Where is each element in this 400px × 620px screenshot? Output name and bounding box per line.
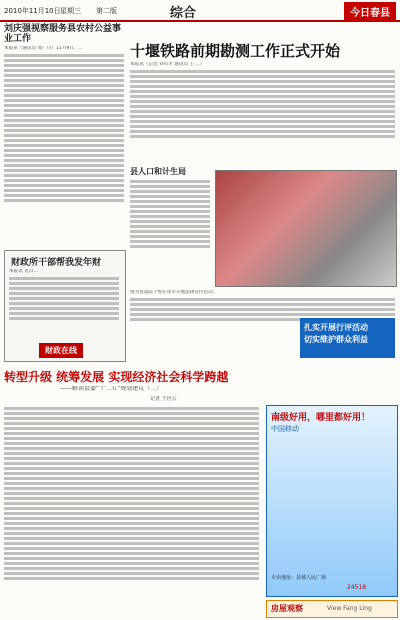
main-caption: 图为县法院干警在集市开展法律宣传活动。 xyxy=(130,290,218,295)
slogan-banner xyxy=(300,318,395,358)
header-page-no: 第二版 xyxy=(96,7,117,15)
left-box-badge: 财政在线 xyxy=(39,343,83,358)
main-lead: 本报讯（记者 刘有才 通讯员 王 ...） xyxy=(130,62,205,67)
sub-body xyxy=(130,178,210,288)
ad-brand: 中国移动 xyxy=(271,425,299,433)
left-top-caption: 本报讯（通讯员 周广川）11月9日，... xyxy=(4,46,83,51)
bottom-subtitle: ——解读县委“十二五”规划建议（二） xyxy=(60,386,163,392)
main-body xyxy=(130,62,395,162)
left-box-body xyxy=(9,269,119,339)
ad-block xyxy=(266,405,398,597)
footer-logo-block xyxy=(266,600,398,618)
ad-note: 专卖地址：县城人民广场 xyxy=(271,575,327,581)
slogan-1: 扎实开展行评活动 xyxy=(304,323,368,332)
left-top-body xyxy=(4,46,124,246)
bottom-author: 记者 王世云 xyxy=(150,396,177,402)
left-box-title: 财政所干部帮我发年财 xyxy=(11,258,102,268)
paper-logo: 今日春县 xyxy=(344,2,396,21)
left-box xyxy=(4,250,126,362)
ad-title: 南级好用，哪里都好用！ xyxy=(271,413,371,423)
left-top-title: 刘庆强视察服务县农村公益事业工作 xyxy=(4,24,122,44)
slogan-2: 切实维护群众利益 xyxy=(304,335,368,344)
header-weekday: 星期三 xyxy=(60,7,81,15)
bottom-body xyxy=(4,405,259,615)
section-title: 综合 xyxy=(170,6,197,21)
bottom-title: 转型升级 统筹发展 实现经济社会科学跨越 xyxy=(4,370,229,384)
header xyxy=(0,0,400,22)
left-box-caption: 本报讯 近日… xyxy=(9,269,39,274)
main-photo xyxy=(215,170,397,287)
ad-phone: 24518 xyxy=(347,584,367,591)
sub-title: 县人口和计生局 xyxy=(130,166,186,176)
header-date: 2010年11月10日 xyxy=(4,7,61,15)
footer-logo: 房屋观察 xyxy=(271,604,303,613)
footer-tag: View Fang Ling xyxy=(327,605,372,612)
main-title: 十堰铁路前期勘测工作正式开始 xyxy=(130,42,341,60)
